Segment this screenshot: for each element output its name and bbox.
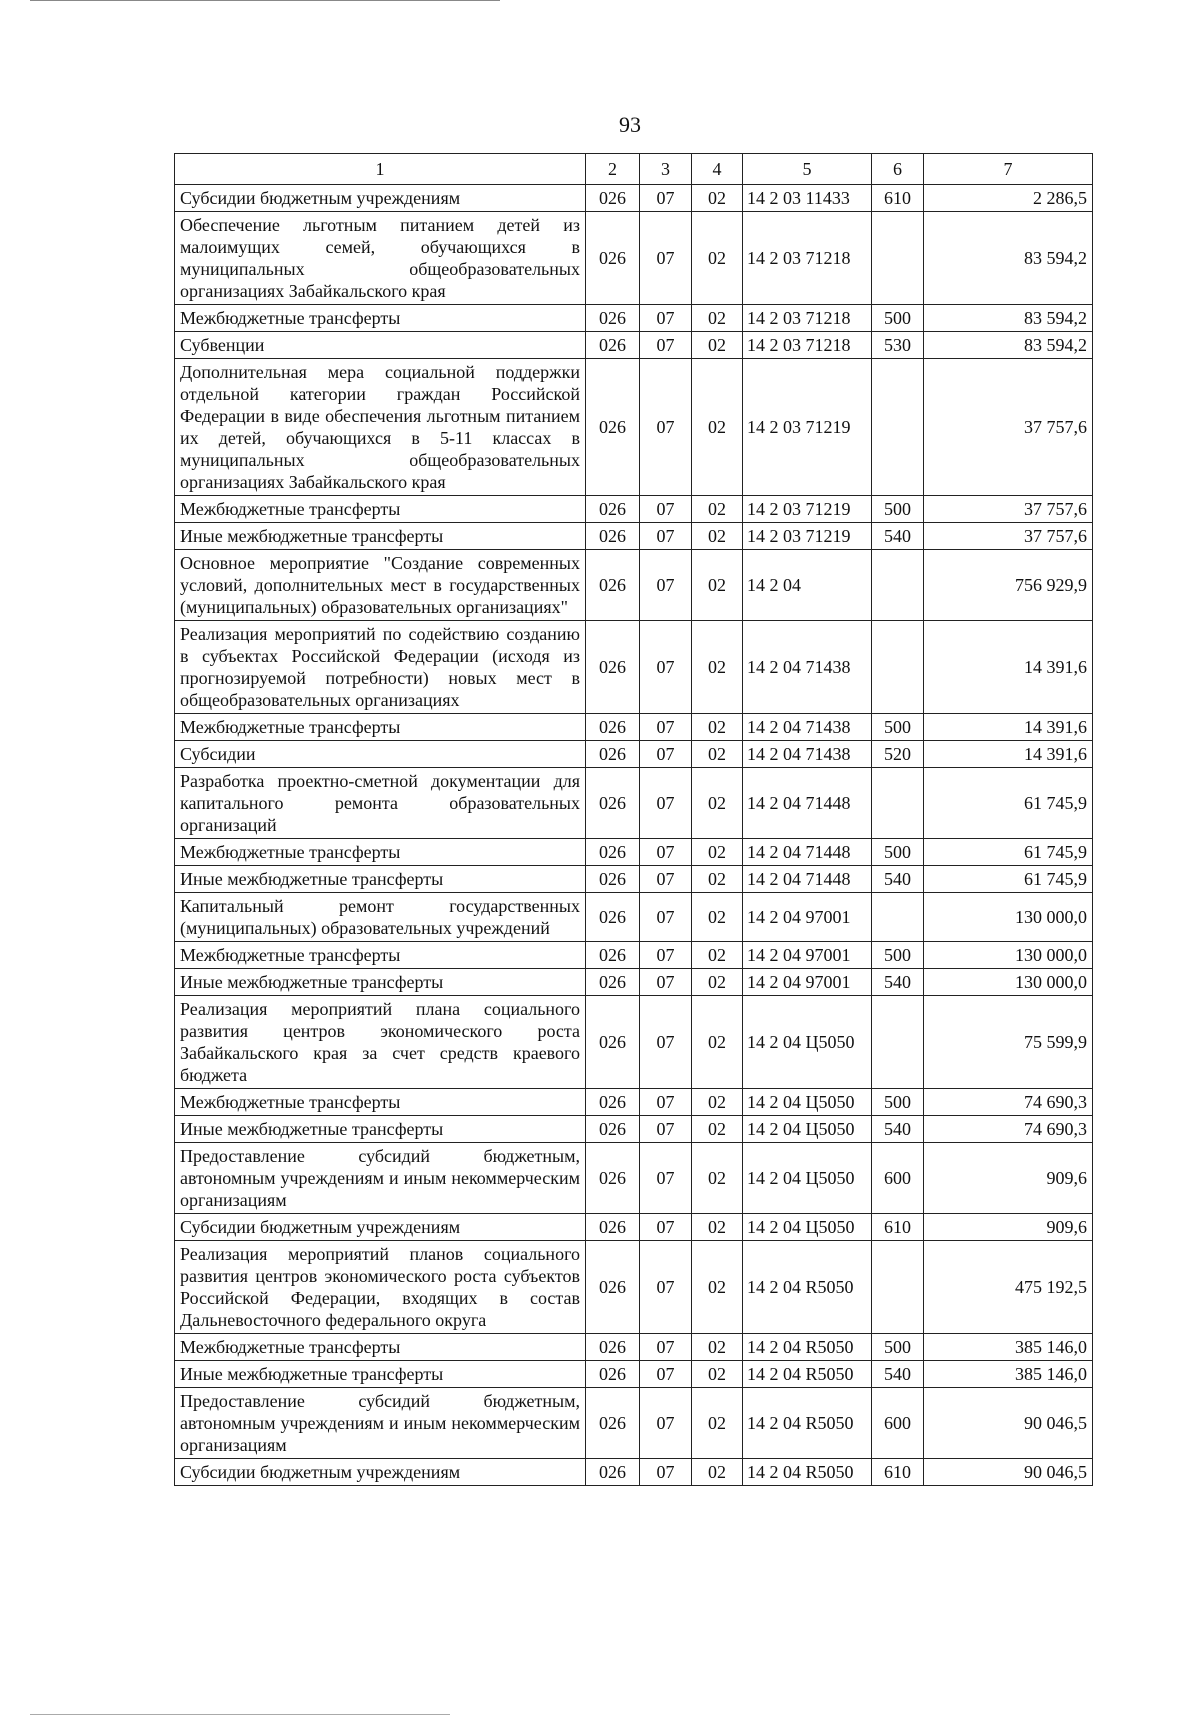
row-expense-type <box>872 550 924 621</box>
table-row <box>175 942 1093 969</box>
column-header-6: 6 <box>872 154 924 185</box>
row-name: Предоставление субсидий бюджетным, автономным учреждениям и иным некоммерческим организациям <box>175 1388 586 1459</box>
row-target-article: 14 2 04 Ц5050 <box>743 1214 872 1241</box>
row-name: Дополнительная мера социальной поддержки отдельной категории граждан Российской Федерации в виде обеспечения льготным питанием их детей, обучающихся в 5-11 классах в муниципальных общеобразовательных организациях Забайкальского края <box>175 359 586 496</box>
row-expense-type: 600 <box>872 1388 924 1459</box>
row-ved-code: 026 <box>586 1459 640 1486</box>
row-target-article: 14 2 04 97001 <box>743 893 872 942</box>
row-ved-code: 026 <box>586 1116 640 1143</box>
row-target-article: 14 2 03 71219 <box>743 523 872 550</box>
row-target-article: 14 2 04 Ц5050 <box>743 996 872 1089</box>
row-expense-type: 600 <box>872 1143 924 1214</box>
row-ved-code: 026 <box>586 1089 640 1116</box>
row-ved-code: 026 <box>586 185 640 212</box>
table-row <box>175 1143 1093 1214</box>
row-target-article: 14 2 03 71218 <box>743 305 872 332</box>
row-section-code: 07 <box>640 1459 692 1486</box>
row-expense-type <box>872 996 924 1089</box>
row-name: Межбюджетные трансферты <box>175 496 586 523</box>
row-subsection-code: 02 <box>692 1334 743 1361</box>
row-subsection-code: 02 <box>692 212 743 305</box>
row-section-code: 07 <box>640 550 692 621</box>
row-ved-code: 026 <box>586 969 640 996</box>
table-row <box>175 621 1093 714</box>
table-row <box>175 1089 1093 1116</box>
row-expense-type: 540 <box>872 969 924 996</box>
row-ved-code: 026 <box>586 839 640 866</box>
row-subsection-code: 02 <box>692 523 743 550</box>
row-expense-type <box>872 768 924 839</box>
row-section-code: 07 <box>640 839 692 866</box>
row-amount: 37 757,6 <box>924 359 1093 496</box>
table-row <box>175 1241 1093 1334</box>
row-name: Реализация мероприятий плана социального развития центров экономического роста Забайкальского края за счет средств краевого бюджета <box>175 996 586 1089</box>
row-section-code: 07 <box>640 621 692 714</box>
row-amount: 385 146,0 <box>924 1361 1093 1388</box>
row-name: Межбюджетные трансферты <box>175 942 586 969</box>
row-name: Субвенции <box>175 332 586 359</box>
row-subsection-code: 02 <box>692 1089 743 1116</box>
row-target-article: 14 2 04 71438 <box>743 741 872 768</box>
row-subsection-code: 02 <box>692 741 743 768</box>
table-row <box>175 866 1093 893</box>
row-subsection-code: 02 <box>692 496 743 523</box>
row-name: Основное мероприятие "Создание современных условий, дополнительных мест в государственных (муниципальных) образовательных организациях" <box>175 550 586 621</box>
row-section-code: 07 <box>640 1214 692 1241</box>
row-expense-type: 500 <box>872 714 924 741</box>
table-row <box>175 496 1093 523</box>
table-row <box>175 1214 1093 1241</box>
row-name: Субсидии бюджетным учреждениям <box>175 1214 586 1241</box>
row-section-code: 07 <box>640 305 692 332</box>
row-amount: 909,6 <box>924 1143 1093 1214</box>
row-amount: 90 046,5 <box>924 1459 1093 1486</box>
row-subsection-code: 02 <box>692 185 743 212</box>
row-amount: 74 690,3 <box>924 1089 1093 1116</box>
row-ved-code: 026 <box>586 1143 640 1214</box>
row-amount: 83 594,2 <box>924 332 1093 359</box>
table-row <box>175 1116 1093 1143</box>
row-section-code: 07 <box>640 1334 692 1361</box>
row-name: Реализация мероприятий планов социального развития центров экономического роста субъектов Российской Федерации, входящих в состав Дальневосточного федерального округа <box>175 1241 586 1334</box>
column-header-2: 2 <box>586 154 640 185</box>
row-ved-code: 026 <box>586 714 640 741</box>
row-amount: 130 000,0 <box>924 969 1093 996</box>
row-section-code: 07 <box>640 942 692 969</box>
page-number: 93 <box>619 112 641 137</box>
row-target-article: 14 2 04 Ц5050 <box>743 1143 872 1214</box>
row-subsection-code: 02 <box>692 893 743 942</box>
row-target-article: 14 2 04 71448 <box>743 839 872 866</box>
row-target-article: 14 2 04 97001 <box>743 942 872 969</box>
row-subsection-code: 02 <box>692 1241 743 1334</box>
table-row <box>175 839 1093 866</box>
row-section-code: 07 <box>640 1361 692 1388</box>
row-section-code: 07 <box>640 212 692 305</box>
row-amount: 61 745,9 <box>924 768 1093 839</box>
row-amount: 909,6 <box>924 1214 1093 1241</box>
row-subsection-code: 02 <box>692 996 743 1089</box>
row-expense-type <box>872 359 924 496</box>
table-row <box>175 212 1093 305</box>
row-name: Иные межбюджетные трансферты <box>175 866 586 893</box>
table-row <box>175 185 1093 212</box>
row-subsection-code: 02 <box>692 359 743 496</box>
row-target-article: 14 2 04 R5050 <box>743 1334 872 1361</box>
row-subsection-code: 02 <box>692 305 743 332</box>
row-section-code: 07 <box>640 1089 692 1116</box>
row-expense-type <box>872 212 924 305</box>
row-name: Реализация мероприятий по содействию созданию в субъектах Российской Федерации (исходя из прогнозируемой потребности) новых мест в общеобразовательных организациях <box>175 621 586 714</box>
row-expense-type: 540 <box>872 1116 924 1143</box>
row-expense-type: 610 <box>872 1214 924 1241</box>
row-subsection-code: 02 <box>692 714 743 741</box>
row-target-article: 14 2 03 71218 <box>743 332 872 359</box>
row-ved-code: 026 <box>586 496 640 523</box>
row-ved-code: 026 <box>586 359 640 496</box>
row-ved-code: 026 <box>586 866 640 893</box>
row-expense-type: 540 <box>872 866 924 893</box>
row-expense-type: 500 <box>872 496 924 523</box>
row-ved-code: 026 <box>586 1241 640 1334</box>
row-subsection-code: 02 <box>692 839 743 866</box>
row-subsection-code: 02 <box>692 1143 743 1214</box>
row-name: Межбюджетные трансферты <box>175 1089 586 1116</box>
row-target-article: 14 2 04 Ц5050 <box>743 1089 872 1116</box>
row-amount: 90 046,5 <box>924 1388 1093 1459</box>
table-row <box>175 741 1093 768</box>
table-row <box>175 996 1093 1089</box>
row-name: Межбюджетные трансферты <box>175 1334 586 1361</box>
row-ved-code: 026 <box>586 523 640 550</box>
table-row <box>175 305 1093 332</box>
row-target-article: 14 2 03 11433 <box>743 185 872 212</box>
column-number-row <box>175 154 1093 185</box>
row-section-code: 07 <box>640 1116 692 1143</box>
row-target-article: 14 2 04 71438 <box>743 621 872 714</box>
row-ved-code: 026 <box>586 942 640 969</box>
row-target-article: 14 2 04 R5050 <box>743 1459 872 1486</box>
table-row <box>175 1388 1093 1459</box>
scan-artifact-top <box>30 0 500 1</box>
column-header-7: 7 <box>924 154 1093 185</box>
column-header-4: 4 <box>692 154 743 185</box>
row-name: Межбюджетные трансферты <box>175 305 586 332</box>
row-target-article: 14 2 03 71219 <box>743 359 872 496</box>
row-section-code: 07 <box>640 768 692 839</box>
row-ved-code: 026 <box>586 768 640 839</box>
row-expense-type: 540 <box>872 1361 924 1388</box>
row-subsection-code: 02 <box>692 1388 743 1459</box>
row-amount: 61 745,9 <box>924 839 1093 866</box>
row-amount: 83 594,2 <box>924 305 1093 332</box>
row-name: Межбюджетные трансферты <box>175 714 586 741</box>
row-target-article: 14 2 04 Ц5050 <box>743 1116 872 1143</box>
row-target-article: 14 2 04 71438 <box>743 714 872 741</box>
row-subsection-code: 02 <box>692 1459 743 1486</box>
row-ved-code: 026 <box>586 621 640 714</box>
row-name: Субсидии бюджетным учреждениям <box>175 1459 586 1486</box>
row-target-article: 14 2 04 R5050 <box>743 1241 872 1334</box>
column-header-1: 1 <box>175 154 586 185</box>
row-ved-code: 026 <box>586 1361 640 1388</box>
row-ved-code: 026 <box>586 893 640 942</box>
row-name: Субсидии <box>175 741 586 768</box>
row-amount: 14 391,6 <box>924 741 1093 768</box>
row-subsection-code: 02 <box>692 1116 743 1143</box>
row-section-code: 07 <box>640 969 692 996</box>
row-subsection-code: 02 <box>692 942 743 969</box>
row-name: Межбюджетные трансферты <box>175 839 586 866</box>
row-section-code: 07 <box>640 741 692 768</box>
column-header-5: 5 <box>743 154 872 185</box>
row-name: Предоставление субсидий бюджетным, автономным учреждениям и иным некоммерческим организациям <box>175 1143 586 1214</box>
row-subsection-code: 02 <box>692 1361 743 1388</box>
row-subsection-code: 02 <box>692 550 743 621</box>
row-section-code: 07 <box>640 1241 692 1334</box>
row-subsection-code: 02 <box>692 768 743 839</box>
table-row <box>175 550 1093 621</box>
row-target-article: 14 2 04 97001 <box>743 969 872 996</box>
row-target-article: 14 2 04 <box>743 550 872 621</box>
row-target-article: 14 2 03 71218 <box>743 212 872 305</box>
row-section-code: 07 <box>640 893 692 942</box>
row-section-code: 07 <box>640 359 692 496</box>
row-ved-code: 026 <box>586 305 640 332</box>
row-target-article: 14 2 04 71448 <box>743 768 872 839</box>
table-body <box>175 185 1093 1486</box>
row-amount: 2 286,5 <box>924 185 1093 212</box>
row-expense-type: 500 <box>872 1089 924 1116</box>
row-ved-code: 026 <box>586 1214 640 1241</box>
row-expense-type: 500 <box>872 839 924 866</box>
row-expense-type: 530 <box>872 332 924 359</box>
row-expense-type: 610 <box>872 185 924 212</box>
budget-table <box>174 153 1093 1486</box>
table-row <box>175 523 1093 550</box>
row-section-code: 07 <box>640 496 692 523</box>
table-row <box>175 1459 1093 1486</box>
row-name: Обеспечение льготным питанием детей из малоимущих семей, обучающихся в муниципальных общеобразовательных организациях Забайкальского края <box>175 212 586 305</box>
row-amount: 130 000,0 <box>924 893 1093 942</box>
row-expense-type: 610 <box>872 1459 924 1486</box>
table-row <box>175 1361 1093 1388</box>
row-name: Разработка проектно-сметной документации для капитального ремонта образовательных организаций <box>175 768 586 839</box>
row-name: Иные межбюджетные трансферты <box>175 1116 586 1143</box>
row-amount: 475 192,5 <box>924 1241 1093 1334</box>
table-row <box>175 969 1093 996</box>
table-row <box>175 893 1093 942</box>
scan-artifact-bottom <box>30 1714 450 1715</box>
table-row <box>175 359 1093 496</box>
row-expense-type: 540 <box>872 523 924 550</box>
row-amount: 83 594,2 <box>924 212 1093 305</box>
row-section-code: 07 <box>640 1143 692 1214</box>
row-subsection-code: 02 <box>692 332 743 359</box>
row-section-code: 07 <box>640 332 692 359</box>
table-row <box>175 714 1093 741</box>
row-target-article: 14 2 03 71219 <box>743 496 872 523</box>
row-target-article: 14 2 04 71448 <box>743 866 872 893</box>
row-amount: 756 929,9 <box>924 550 1093 621</box>
row-target-article: 14 2 04 R5050 <box>743 1388 872 1459</box>
row-section-code: 07 <box>640 714 692 741</box>
table-row <box>175 768 1093 839</box>
row-name: Иные межбюджетные трансферты <box>175 1361 586 1388</box>
row-section-code: 07 <box>640 185 692 212</box>
row-ved-code: 026 <box>586 332 640 359</box>
row-ved-code: 026 <box>586 550 640 621</box>
table-row <box>175 332 1093 359</box>
row-amount: 14 391,6 <box>924 621 1093 714</box>
row-amount: 74 690,3 <box>924 1116 1093 1143</box>
row-name: Капитальный ремонт государственных (муниципальных) образовательных учреждений <box>175 893 586 942</box>
row-subsection-code: 02 <box>692 621 743 714</box>
row-amount: 130 000,0 <box>924 942 1093 969</box>
row-expense-type: 500 <box>872 942 924 969</box>
row-expense-type: 500 <box>872 305 924 332</box>
row-ved-code: 026 <box>586 996 640 1089</box>
row-amount: 37 757,6 <box>924 496 1093 523</box>
table-row <box>175 1334 1093 1361</box>
row-section-code: 07 <box>640 866 692 893</box>
column-header-3: 3 <box>640 154 692 185</box>
row-expense-type <box>872 1241 924 1334</box>
row-amount: 37 757,6 <box>924 523 1093 550</box>
row-ved-code: 026 <box>586 1334 640 1361</box>
row-amount: 61 745,9 <box>924 866 1093 893</box>
row-subsection-code: 02 <box>692 969 743 996</box>
row-expense-type: 500 <box>872 1334 924 1361</box>
row-expense-type <box>872 621 924 714</box>
row-amount: 75 599,9 <box>924 996 1093 1089</box>
row-section-code: 07 <box>640 1388 692 1459</box>
row-name: Иные межбюджетные трансферты <box>175 523 586 550</box>
row-ved-code: 026 <box>586 741 640 768</box>
row-section-code: 07 <box>640 996 692 1089</box>
row-ved-code: 026 <box>586 212 640 305</box>
row-subsection-code: 02 <box>692 866 743 893</box>
row-target-article: 14 2 04 R5050 <box>743 1361 872 1388</box>
row-ved-code: 026 <box>586 1388 640 1459</box>
row-name: Иные межбюджетные трансферты <box>175 969 586 996</box>
row-section-code: 07 <box>640 523 692 550</box>
row-expense-type: 520 <box>872 741 924 768</box>
row-subsection-code: 02 <box>692 1214 743 1241</box>
row-name: Субсидии бюджетным учреждениям <box>175 185 586 212</box>
row-expense-type <box>872 893 924 942</box>
row-amount: 14 391,6 <box>924 714 1093 741</box>
row-amount: 385 146,0 <box>924 1334 1093 1361</box>
